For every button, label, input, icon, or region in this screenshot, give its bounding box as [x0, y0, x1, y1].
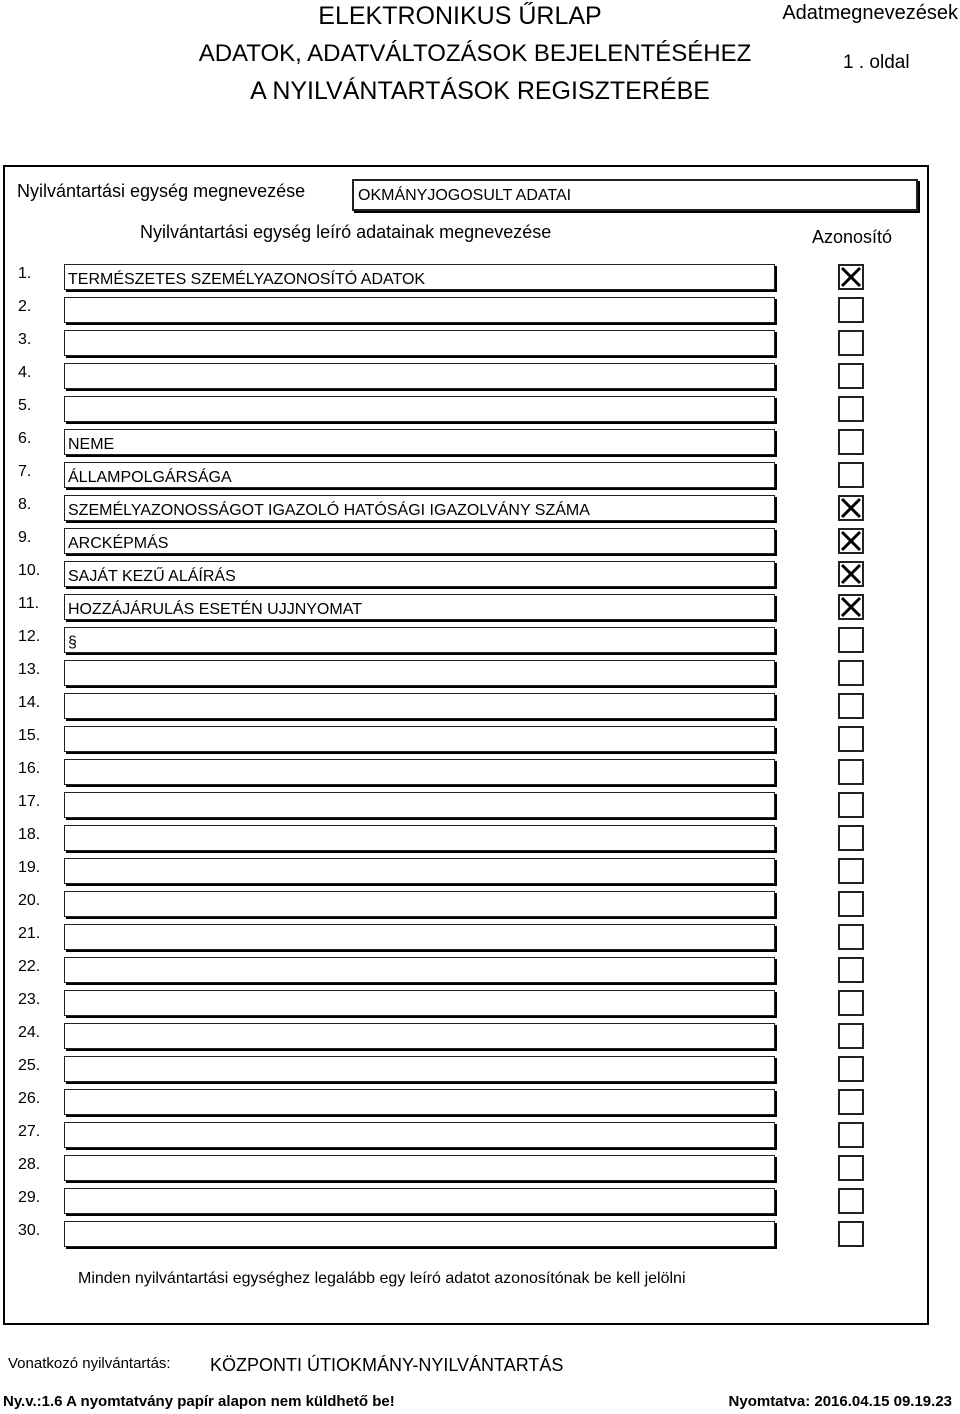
unit-name-label: Nyilvántartási egység megnevezése	[17, 181, 306, 201]
row-number: 8.	[18, 496, 32, 513]
row-number: 20.	[18, 892, 41, 909]
row-number: 10.	[18, 562, 41, 579]
row-identifier-checkbox[interactable]	[838, 297, 864, 323]
row-identifier-checkbox[interactable]	[838, 1221, 864, 1247]
row-number: 3.	[18, 331, 32, 348]
row-number: 27.	[18, 1123, 41, 1140]
row-number: 12.	[18, 628, 41, 645]
row-identifier-checkbox[interactable]	[838, 462, 864, 488]
row-identifier-checkbox[interactable]	[838, 693, 864, 719]
row-identifier-checkbox[interactable]	[838, 1056, 864, 1082]
row-identifier-checkbox[interactable]	[838, 627, 864, 653]
check-x-icon	[840, 497, 862, 519]
row-identifier-checkbox[interactable]	[838, 1155, 864, 1181]
check-x-icon	[840, 563, 862, 585]
related-registry-label: Vonatkozó nyilvántartás:	[8, 1355, 171, 1372]
row-number: 15.	[18, 727, 41, 744]
row-identifier-checkbox[interactable]	[838, 594, 864, 620]
row-identifier-checkbox[interactable]	[838, 858, 864, 884]
row-description-field[interactable]: §	[64, 627, 775, 653]
row-description-field[interactable]	[64, 1089, 775, 1115]
page-number: 1 . oldal	[843, 52, 910, 73]
row-number: 18.	[18, 826, 41, 843]
row-description-field[interactable]	[64, 858, 775, 884]
form-subtitle-line2: A NYILVÁNTARTÁSOK REGISZTERÉBE	[250, 77, 710, 105]
row-description-field[interactable]	[64, 990, 775, 1016]
row-number: 5.	[18, 397, 32, 414]
row-identifier-checkbox[interactable]	[838, 792, 864, 818]
check-x-icon	[840, 266, 862, 288]
row-description-field[interactable]	[64, 1023, 775, 1049]
row-identifier-checkbox[interactable]	[838, 363, 864, 389]
row-identifier-checkbox[interactable]	[838, 396, 864, 422]
row-identifier-checkbox[interactable]	[838, 759, 864, 785]
row-identifier-checkbox[interactable]	[838, 1122, 864, 1148]
row-number: 25.	[18, 1057, 41, 1074]
row-number: 9.	[18, 529, 32, 546]
identifier-column-header: Azonosító	[812, 227, 893, 247]
row-number: 2.	[18, 298, 32, 315]
row-number: 6.	[18, 430, 32, 447]
row-identifier-checkbox[interactable]	[838, 990, 864, 1016]
row-number: 23.	[18, 991, 41, 1008]
row-description-field[interactable]	[64, 363, 775, 389]
row-identifier-checkbox[interactable]	[838, 495, 864, 521]
row-identifier-checkbox[interactable]	[838, 957, 864, 983]
row-number: 7.	[18, 463, 32, 480]
document-type: Adatmegnevezések	[782, 2, 958, 24]
row-description-field[interactable]	[64, 1155, 775, 1181]
row-identifier-checkbox[interactable]	[838, 330, 864, 356]
row-number: 1.	[18, 265, 32, 282]
row-number: 29.	[18, 1189, 41, 1206]
row-number: 16.	[18, 760, 41, 777]
row-number: 22.	[18, 958, 41, 975]
row-identifier-checkbox[interactable]	[838, 924, 864, 950]
row-identifier-checkbox[interactable]	[838, 1089, 864, 1115]
row-description-field[interactable]	[64, 957, 775, 983]
row-identifier-checkbox[interactable]	[838, 1023, 864, 1049]
row-identifier-checkbox[interactable]	[838, 264, 864, 290]
row-description-field[interactable]	[64, 297, 775, 323]
row-description-field[interactable]	[64, 330, 775, 356]
row-identifier-checkbox[interactable]	[838, 891, 864, 917]
row-identifier-checkbox[interactable]	[838, 825, 864, 851]
row-description-field[interactable]	[64, 1056, 775, 1082]
row-description-field[interactable]	[64, 891, 775, 917]
row-number: 28.	[18, 1156, 41, 1173]
row-identifier-checkbox[interactable]	[838, 726, 864, 752]
form-code: Ny.v.:1.6 A nyomtatvány papír alapon nem küldhető be!	[3, 1393, 395, 1410]
print-timestamp: Nyomtatva: 2016.04.15 09.19.23	[728, 1393, 952, 1410]
row-number: 17.	[18, 793, 41, 810]
row-number: 14.	[18, 694, 41, 711]
form-title: ELEKTRONIKUS ŰRLAP	[318, 2, 602, 30]
row-description-field[interactable]	[64, 1122, 775, 1148]
row-number: 30.	[18, 1222, 41, 1239]
row-description-field[interactable]	[64, 660, 775, 686]
row-description-field[interactable]	[64, 792, 775, 818]
row-identifier-checkbox[interactable]	[838, 1188, 864, 1214]
row-identifier-checkbox[interactable]	[838, 429, 864, 455]
row-description-field[interactable]: NEME	[64, 429, 775, 455]
row-description-field[interactable]	[64, 825, 775, 851]
check-x-icon	[840, 530, 862, 552]
row-description-field[interactable]: SAJÁT KEZŰ ALÁÍRÁS	[64, 561, 775, 587]
row-number: 26.	[18, 1090, 41, 1107]
row-description-field[interactable]	[64, 1221, 775, 1247]
row-description-field[interactable]: HOZZÁJÁRULÁS ESETÉN UJJNYOMAT	[64, 594, 775, 620]
row-number: 21.	[18, 925, 41, 942]
form-subtitle-line1: ADATOK, ADATVÁLTOZÁSOK BEJELENTÉSÉHEZ	[198, 40, 752, 67]
row-description-field[interactable]	[64, 1188, 775, 1214]
description-column-header: Nyilvántartási egység leíró adatainak megnevezése	[140, 222, 552, 242]
row-description-field[interactable]: ÁLLAMPOLGÁRSÁGA	[64, 462, 775, 488]
check-x-icon	[840, 596, 862, 618]
row-number: 4.	[18, 364, 32, 381]
row-description-field[interactable]	[64, 396, 775, 422]
row-identifier-checkbox[interactable]	[838, 561, 864, 587]
row-description-field[interactable]: TERMÉSZETES SZEMÉLYAZONOSÍTÓ ADATOK	[64, 264, 775, 290]
row-description-field[interactable]	[64, 924, 775, 950]
row-identifier-checkbox[interactable]	[838, 660, 864, 686]
row-description-field[interactable]	[64, 726, 775, 752]
related-registry-value: KÖZPONTI ÚTIOKMÁNY-NYILVÁNTARTÁS	[210, 1355, 564, 1375]
row-description-field[interactable]	[64, 693, 775, 719]
row-number: 11.	[18, 595, 40, 612]
row-description-field[interactable]	[64, 759, 775, 785]
form-note: Minden nyilvántartási egységhez legalább egy leíró adatot azonosítónak be kell jelölni	[78, 1270, 686, 1287]
row-number: 19.	[18, 859, 41, 876]
row-description-field[interactable]: ARCKÉPMÁS	[64, 528, 775, 554]
row-number: 13.	[18, 661, 41, 678]
row-identifier-checkbox[interactable]	[838, 528, 864, 554]
row-number: 24.	[18, 1024, 41, 1041]
unit-name-field[interactable]: OKMÁNYJOGOSULT ADATAI	[352, 179, 918, 211]
row-description-field[interactable]: SZEMÉLYAZONOSSÁGOT IGAZOLÓ HATÓSÁGI IGAZOLVÁNY SZÁMA	[64, 495, 775, 521]
